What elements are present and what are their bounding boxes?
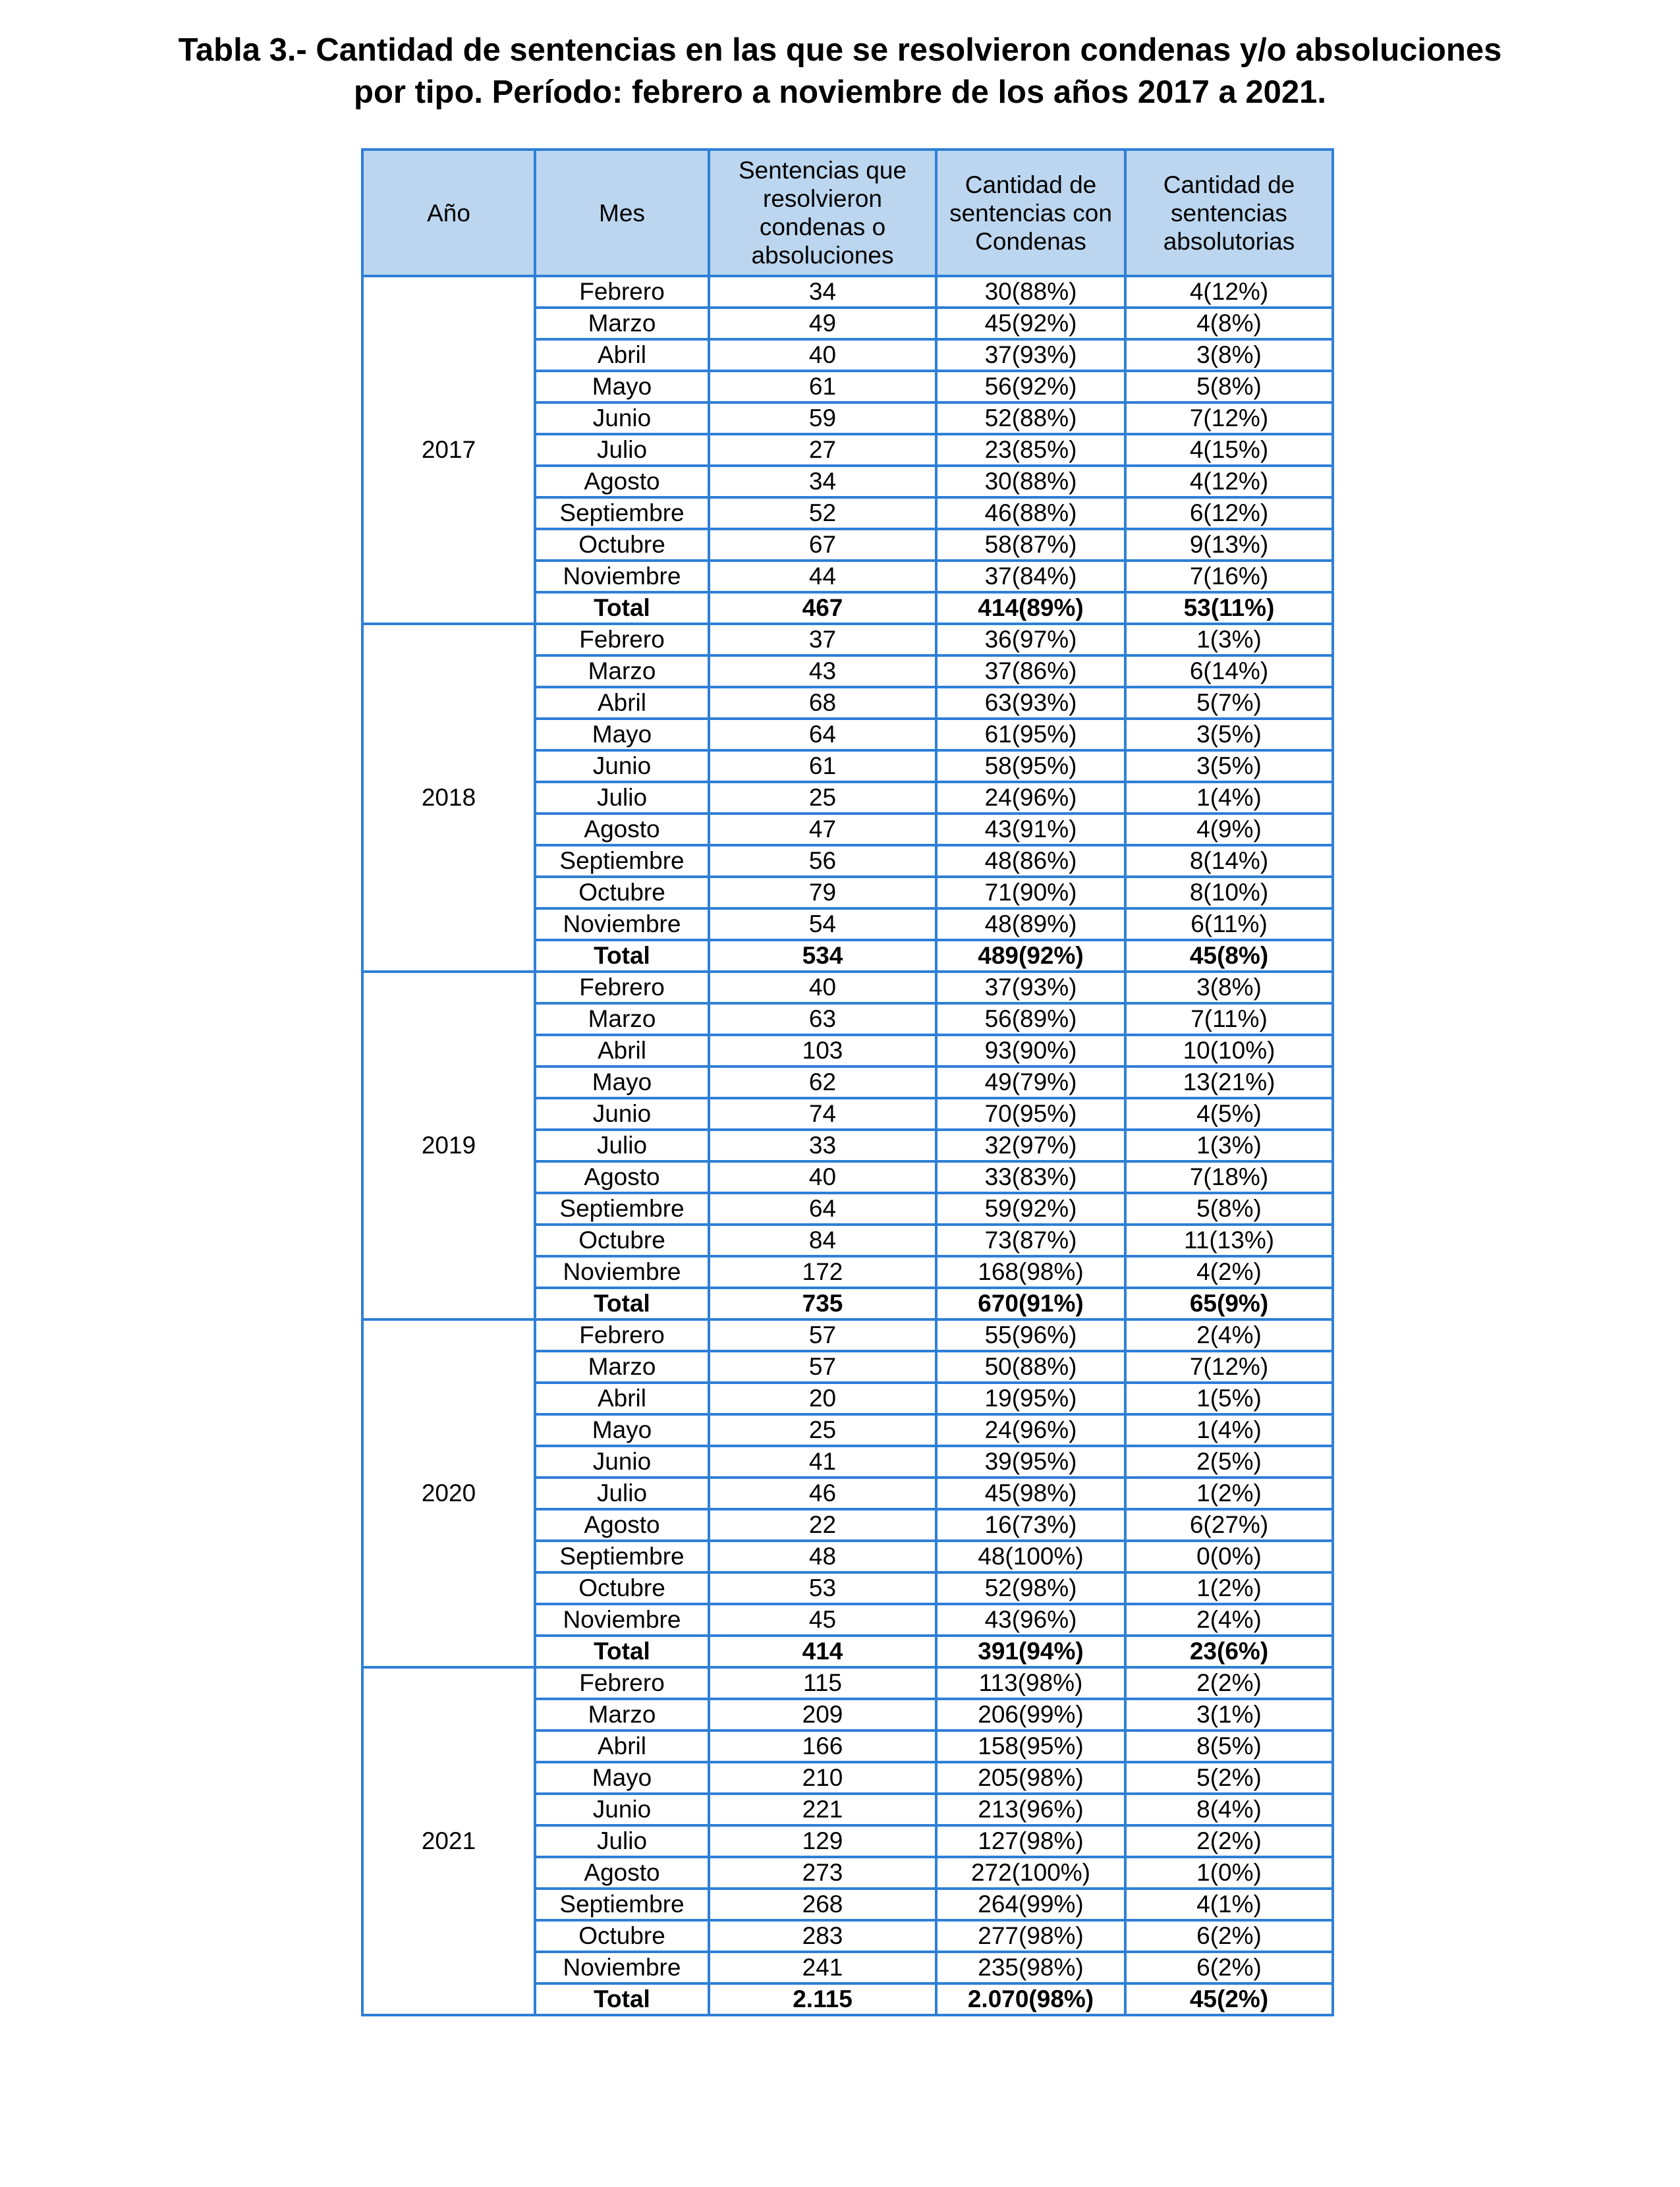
mes-cell: Marzo <box>535 655 709 687</box>
mes-cell: Septiembre <box>535 845 709 877</box>
sentencias-cell: 59 <box>709 402 936 434</box>
table-row <box>362 276 1333 308</box>
mes-cell: Agosto <box>535 466 709 497</box>
header-condenas: Cantidad de sentencias con Condenas <box>936 150 1125 276</box>
total-absolutorias-cell: 45(8%) <box>1125 940 1333 972</box>
absolutorias-cell: 1(3%) <box>1125 624 1333 655</box>
absolutorias-cell: 4(2%) <box>1125 1256 1333 1288</box>
absolutorias-cell: 8(10%) <box>1125 877 1333 908</box>
mes-cell: Febrero <box>535 276 709 308</box>
sentencias-cell: 57 <box>709 1319 936 1351</box>
condenas-cell: 93(90%) <box>936 1035 1125 1066</box>
sentencias-cell: 74 <box>709 1098 936 1130</box>
absolutorias-cell: 2(2%) <box>1125 1667 1333 1699</box>
condenas-cell: 213(96%) <box>936 1794 1125 1825</box>
mes-cell: Febrero <box>535 1667 709 1699</box>
condenas-cell: 73(87%) <box>936 1225 1125 1256</box>
absolutorias-cell: 5(2%) <box>1125 1762 1333 1794</box>
absolutorias-cell: 5(8%) <box>1125 1193 1333 1225</box>
sentencias-cell: 273 <box>709 1857 936 1889</box>
sentencias-cell: 34 <box>709 276 936 308</box>
condenas-cell: 37(93%) <box>936 972 1125 1003</box>
sentencias-cell: 61 <box>709 371 936 402</box>
sentencias-cell: 40 <box>709 972 936 1003</box>
mes-cell: Agosto <box>535 1857 709 1889</box>
absolutorias-cell: 1(0%) <box>1125 1857 1333 1889</box>
condenas-cell: 23(85%) <box>936 434 1125 466</box>
mes-cell: Julio <box>535 782 709 814</box>
mes-cell: Julio <box>535 1478 709 1509</box>
absolutorias-cell: 9(13%) <box>1125 529 1333 561</box>
sentencias-cell: 22 <box>709 1509 936 1541</box>
absolutorias-cell: 6(14%) <box>1125 655 1333 687</box>
year-cell: 2019 <box>362 972 535 1319</box>
sentencias-cell: 33 <box>709 1130 936 1161</box>
condenas-cell: 277(98%) <box>936 1920 1125 1952</box>
sentencias-cell: 68 <box>709 687 936 719</box>
absolutorias-cell: 1(2%) <box>1125 1572 1333 1604</box>
condenas-cell: 37(93%) <box>936 339 1125 371</box>
sentencias-cell: 20 <box>709 1383 936 1414</box>
mes-cell: Agosto <box>535 1161 709 1193</box>
mes-cell: Septiembre <box>535 1889 709 1920</box>
condenas-cell: 24(96%) <box>936 1414 1125 1446</box>
condenas-cell: 39(95%) <box>936 1446 1125 1478</box>
sentencias-cell: 25 <box>709 782 936 814</box>
absolutorias-cell: 4(15%) <box>1125 434 1333 466</box>
year-cell: 2021 <box>362 1667 535 2015</box>
mes-cell: Febrero <box>535 1319 709 1351</box>
total-condenas-cell: 2.070(98%) <box>936 1983 1125 2015</box>
sentencias-cell: 53 <box>709 1572 936 1604</box>
total-sentencias-cell: 534 <box>709 940 936 972</box>
mes-cell: Abril <box>535 687 709 719</box>
table-title <box>0 29 1680 113</box>
mes-cell: Agosto <box>535 814 709 845</box>
table-row <box>362 1667 1333 1699</box>
sentencias-cell: 56 <box>709 845 936 877</box>
mes-cell: Agosto <box>535 1509 709 1541</box>
mes-cell: Mayo <box>535 1414 709 1446</box>
condenas-cell: 59(92%) <box>936 1193 1125 1225</box>
total-sentencias-cell: 735 <box>709 1288 936 1319</box>
condenas-cell: 58(95%) <box>936 750 1125 782</box>
absolutorias-cell: 3(8%) <box>1125 972 1333 1003</box>
condenas-cell: 50(88%) <box>936 1351 1125 1383</box>
absolutorias-cell: 11(13%) <box>1125 1225 1333 1256</box>
mes-cell: Abril <box>535 1035 709 1066</box>
sentencias-cell: 45 <box>709 1604 936 1636</box>
mes-cell: Marzo <box>535 1003 709 1035</box>
sentencias-cell: 40 <box>709 339 936 371</box>
sentencias-cell: 37 <box>709 624 936 655</box>
mes-cell: Septiembre <box>535 1541 709 1572</box>
condenas-cell: 272(100%) <box>936 1857 1125 1889</box>
sentencias-cell: 54 <box>709 908 936 940</box>
total-label-cell: Total <box>535 940 709 972</box>
mes-cell: Abril <box>535 339 709 371</box>
mes-cell: Mayo <box>535 371 709 402</box>
absolutorias-cell: 3(5%) <box>1125 750 1333 782</box>
absolutorias-cell: 7(16%) <box>1125 561 1333 592</box>
condenas-cell: 168(98%) <box>936 1256 1125 1288</box>
condenas-cell: 235(98%) <box>936 1952 1125 1983</box>
table-row <box>362 972 1333 1003</box>
sentencias-cell: 64 <box>709 719 936 750</box>
condenas-cell: 48(86%) <box>936 845 1125 877</box>
condenas-cell: 56(89%) <box>936 1003 1125 1035</box>
sentencias-cell: 43 <box>709 655 936 687</box>
mes-cell: Febrero <box>535 624 709 655</box>
condenas-cell: 45(92%) <box>936 308 1125 339</box>
mes-cell: Octubre <box>535 877 709 908</box>
absolutorias-cell: 0(0%) <box>1125 1541 1333 1572</box>
condenas-cell: 63(93%) <box>936 687 1125 719</box>
condenas-cell: 33(83%) <box>936 1161 1125 1193</box>
sentencias-cell: 27 <box>709 434 936 466</box>
total-sentencias-cell: 2.115 <box>709 1983 936 2015</box>
condenas-cell: 264(99%) <box>936 1889 1125 1920</box>
total-label-cell: Total <box>535 1636 709 1667</box>
absolutorias-cell: 6(2%) <box>1125 1920 1333 1952</box>
absolutorias-cell: 4(8%) <box>1125 308 1333 339</box>
condenas-cell: 52(98%) <box>936 1572 1125 1604</box>
condenas-cell: 48(100%) <box>936 1541 1125 1572</box>
absolutorias-cell: 3(1%) <box>1125 1699 1333 1730</box>
absolutorias-cell: 5(7%) <box>1125 687 1333 719</box>
table-body <box>362 276 1333 2015</box>
total-absolutorias-cell: 65(9%) <box>1125 1288 1333 1319</box>
sentencias-cell: 64 <box>709 1193 936 1225</box>
mes-cell: Noviembre <box>535 561 709 592</box>
sentencias-table <box>361 148 1334 2016</box>
sentencias-cell: 47 <box>709 814 936 845</box>
sentencias-cell: 166 <box>709 1730 936 1762</box>
table-row <box>362 1319 1333 1351</box>
sentencias-cell: 25 <box>709 1414 936 1446</box>
absolutorias-cell: 4(12%) <box>1125 276 1333 308</box>
condenas-cell: 32(97%) <box>936 1130 1125 1161</box>
absolutorias-cell: 6(12%) <box>1125 497 1333 529</box>
mes-cell: Julio <box>535 434 709 466</box>
condenas-cell: 52(88%) <box>936 402 1125 434</box>
mes-cell: Junio <box>535 1098 709 1130</box>
condenas-cell: 158(95%) <box>936 1730 1125 1762</box>
year-cell: 2018 <box>362 624 535 972</box>
total-sentencias-cell: 467 <box>709 592 936 624</box>
absolutorias-cell: 7(18%) <box>1125 1161 1333 1193</box>
mes-cell: Mayo <box>535 1762 709 1794</box>
sentencias-cell: 241 <box>709 1952 936 1983</box>
absolutorias-cell: 4(5%) <box>1125 1098 1333 1130</box>
mes-cell: Mayo <box>535 1066 709 1098</box>
mes-cell: Octubre <box>535 1225 709 1256</box>
total-label-cell: Total <box>535 1288 709 1319</box>
total-condenas-cell: 391(94%) <box>936 1636 1125 1667</box>
sentencias-cell: 172 <box>709 1256 936 1288</box>
mes-cell: Noviembre <box>535 1952 709 1983</box>
sentencias-cell: 209 <box>709 1699 936 1730</box>
condenas-cell: 43(96%) <box>936 1604 1125 1636</box>
total-label-cell: Total <box>535 1983 709 2015</box>
absolutorias-cell: 3(8%) <box>1125 339 1333 371</box>
header-absolutorias: Cantidad de sentencias absolutorias <box>1125 150 1333 276</box>
absolutorias-cell: 2(4%) <box>1125 1319 1333 1351</box>
absolutorias-cell: 8(14%) <box>1125 845 1333 877</box>
absolutorias-cell: 4(12%) <box>1125 466 1333 497</box>
condenas-cell: 71(90%) <box>936 877 1125 908</box>
condenas-cell: 36(97%) <box>936 624 1125 655</box>
condenas-cell: 37(86%) <box>936 655 1125 687</box>
mes-cell: Junio <box>535 1794 709 1825</box>
absolutorias-cell: 6(27%) <box>1125 1509 1333 1541</box>
condenas-cell: 127(98%) <box>936 1825 1125 1857</box>
condenas-cell: 24(96%) <box>936 782 1125 814</box>
table-row <box>362 624 1333 655</box>
header-anio: Año <box>362 150 535 276</box>
absolutorias-cell: 3(5%) <box>1125 719 1333 750</box>
absolutorias-cell: 7(12%) <box>1125 1351 1333 1383</box>
mes-cell: Noviembre <box>535 908 709 940</box>
table-title-line-2: por tipo. Período: febrero a noviembre de los años 2017 a 2021. <box>354 74 1326 110</box>
mes-cell: Marzo <box>535 1699 709 1730</box>
sentencias-cell: 49 <box>709 308 936 339</box>
table-title-line-1: Tabla 3.- Cantidad de sentencias en las que se resolvieron condenas y/o absoluciones <box>178 32 1502 68</box>
condenas-cell: 58(87%) <box>936 529 1125 561</box>
absolutorias-cell: 1(3%) <box>1125 1130 1333 1161</box>
absolutorias-cell: 1(4%) <box>1125 1414 1333 1446</box>
condenas-cell: 30(88%) <box>936 276 1125 308</box>
mes-cell: Septiembre <box>535 1193 709 1225</box>
sentencias-cell: 103 <box>709 1035 936 1066</box>
sentencias-cell: 115 <box>709 1667 936 1699</box>
mes-cell: Junio <box>535 402 709 434</box>
mes-cell: Noviembre <box>535 1604 709 1636</box>
mes-cell: Octubre <box>535 1920 709 1952</box>
total-sentencias-cell: 414 <box>709 1636 936 1667</box>
absolutorias-cell: 8(5%) <box>1125 1730 1333 1762</box>
header-row <box>362 150 1333 276</box>
condenas-cell: 45(98%) <box>936 1478 1125 1509</box>
sentencias-cell: 48 <box>709 1541 936 1572</box>
condenas-cell: 56(92%) <box>936 371 1125 402</box>
absolutorias-cell: 1(5%) <box>1125 1383 1333 1414</box>
sentencias-cell: 67 <box>709 529 936 561</box>
condenas-cell: 61(95%) <box>936 719 1125 750</box>
absolutorias-cell: 7(12%) <box>1125 402 1333 434</box>
condenas-cell: 206(99%) <box>936 1699 1125 1730</box>
mes-cell: Julio <box>535 1825 709 1857</box>
absolutorias-cell: 7(11%) <box>1125 1003 1333 1035</box>
condenas-cell: 48(89%) <box>936 908 1125 940</box>
mes-cell: Octubre <box>535 1572 709 1604</box>
condenas-cell: 30(88%) <box>936 466 1125 497</box>
sentencias-cell: 210 <box>709 1762 936 1794</box>
sentencias-cell: 61 <box>709 750 936 782</box>
year-cell: 2017 <box>362 276 535 624</box>
total-condenas-cell: 489(92%) <box>936 940 1125 972</box>
condenas-cell: 55(96%) <box>936 1319 1125 1351</box>
sentencias-cell: 52 <box>709 497 936 529</box>
sentencias-cell: 63 <box>709 1003 936 1035</box>
absolutorias-cell: 5(8%) <box>1125 371 1333 402</box>
mes-cell: Junio <box>535 1446 709 1478</box>
absolutorias-cell: 4(1%) <box>1125 1889 1333 1920</box>
condenas-cell: 37(84%) <box>936 561 1125 592</box>
sentencias-cell: 57 <box>709 1351 936 1383</box>
total-label-cell: Total <box>535 592 709 624</box>
condenas-cell: 43(91%) <box>936 814 1125 845</box>
sentencias-cell: 129 <box>709 1825 936 1857</box>
mes-cell: Abril <box>535 1383 709 1414</box>
mes-cell: Abril <box>535 1730 709 1762</box>
mes-cell: Marzo <box>535 308 709 339</box>
condenas-cell: 19(95%) <box>936 1383 1125 1414</box>
total-absolutorias-cell: 45(2%) <box>1125 1983 1333 2015</box>
absolutorias-cell: 2(5%) <box>1125 1446 1333 1478</box>
absolutorias-cell: 4(9%) <box>1125 814 1333 845</box>
condenas-cell: 46(88%) <box>936 497 1125 529</box>
total-absolutorias-cell: 53(11%) <box>1125 592 1333 624</box>
absolutorias-cell: 2(4%) <box>1125 1604 1333 1636</box>
mes-cell: Julio <box>535 1130 709 1161</box>
total-condenas-cell: 670(91%) <box>936 1288 1125 1319</box>
sentencias-cell: 283 <box>709 1920 936 1952</box>
sentencias-cell: 79 <box>709 877 936 908</box>
absolutorias-cell: 6(11%) <box>1125 908 1333 940</box>
sentencias-cell: 62 <box>709 1066 936 1098</box>
condenas-cell: 16(73%) <box>936 1509 1125 1541</box>
mes-cell: Febrero <box>535 972 709 1003</box>
condenas-cell: 205(98%) <box>936 1762 1125 1794</box>
sentencias-cell: 40 <box>709 1161 936 1193</box>
absolutorias-cell: 1(2%) <box>1125 1478 1333 1509</box>
condenas-cell: 113(98%) <box>936 1667 1125 1699</box>
mes-cell: Noviembre <box>535 1256 709 1288</box>
sentencias-cell: 221 <box>709 1794 936 1825</box>
condenas-cell: 49(79%) <box>936 1066 1125 1098</box>
absolutorias-cell: 6(2%) <box>1125 1952 1333 1983</box>
absolutorias-cell: 8(4%) <box>1125 1794 1333 1825</box>
absolutorias-cell: 10(10%) <box>1125 1035 1333 1066</box>
sentencias-cell: 268 <box>709 1889 936 1920</box>
sentencias-cell: 41 <box>709 1446 936 1478</box>
header-sentencias: Sentencias que resolvieron condenas o absoluciones <box>709 150 936 276</box>
header-mes: Mes <box>535 150 709 276</box>
condenas-cell: 70(95%) <box>936 1098 1125 1130</box>
mes-cell: Septiembre <box>535 497 709 529</box>
absolutorias-cell: 2(2%) <box>1125 1825 1333 1857</box>
sentencias-cell: 34 <box>709 466 936 497</box>
mes-cell: Junio <box>535 750 709 782</box>
total-absolutorias-cell: 23(6%) <box>1125 1636 1333 1667</box>
absolutorias-cell: 1(4%) <box>1125 782 1333 814</box>
sentencias-cell: 46 <box>709 1478 936 1509</box>
absolutorias-cell: 13(21%) <box>1125 1066 1333 1098</box>
year-cell: 2020 <box>362 1319 535 1667</box>
total-condenas-cell: 414(89%) <box>936 592 1125 624</box>
sentencias-cell: 44 <box>709 561 936 592</box>
mes-cell: Octubre <box>535 529 709 561</box>
sentencias-cell: 84 <box>709 1225 936 1256</box>
mes-cell: Mayo <box>535 719 709 750</box>
mes-cell: Marzo <box>535 1351 709 1383</box>
